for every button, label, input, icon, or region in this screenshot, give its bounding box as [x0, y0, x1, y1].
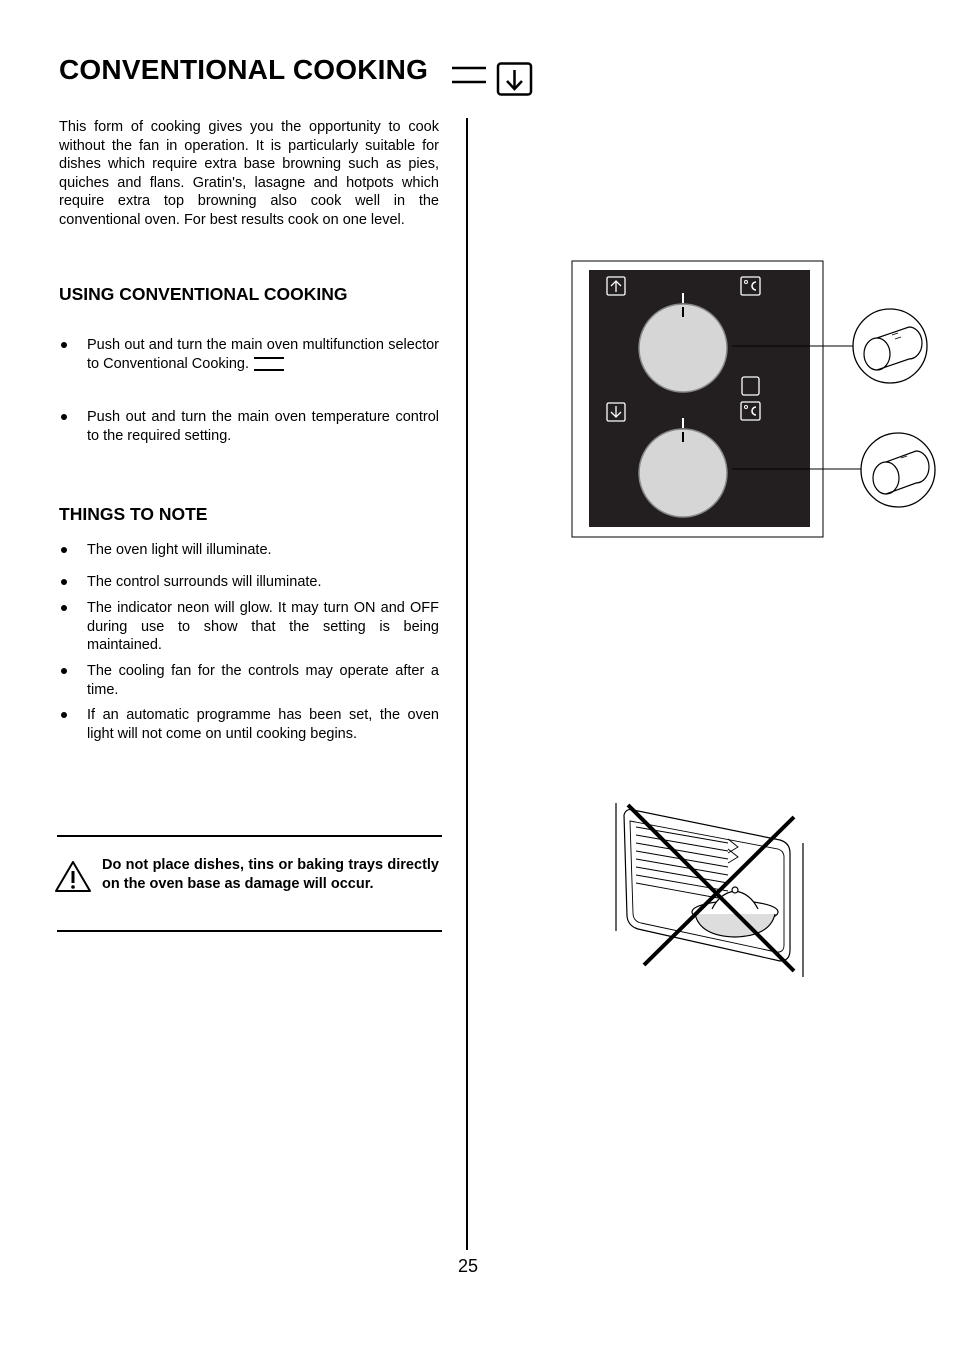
bullet-dot [61, 579, 67, 585]
warning-text: Do not place dishes, tins or baking trays directly on the oven base as damage will occur. [102, 857, 439, 892]
warning-triangle-icon [54, 860, 92, 893]
temperature-knob-detail [861, 433, 935, 507]
page-number: 25 [457, 1256, 479, 1276]
oven-base-illustration [608, 795, 813, 985]
bullet-dot [61, 712, 67, 718]
page-title: CONVENTIONAL COOKING [59, 54, 429, 85]
column-divider [466, 118, 468, 1250]
note-text: The control surrounds will illuminate. [87, 574, 322, 590]
notes-heading: THINGS TO NOTE [59, 504, 208, 524]
step-item [59, 408, 439, 445]
selector-knob-detail [853, 309, 927, 383]
note-item [59, 599, 439, 655]
warning-top-rule [57, 835, 442, 837]
bullet-dot [61, 668, 67, 674]
note-text: If an automatic programme has been set, the oven light will not come on until cooking begins. [87, 707, 439, 742]
note-text: The oven light will illuminate. [87, 542, 272, 558]
cross-out-icon [628, 805, 794, 971]
note-item [59, 706, 439, 743]
using-heading: USING CONVENTIONAL COOKING [59, 284, 348, 304]
conventional-cooking-icon [452, 62, 534, 96]
step-text: Push out and turn the main oven temperature control to the required setting. [87, 409, 439, 444]
note-text: The indicator neon will glow. It may turn ON and OFF during use to show that the setting is being maintained. [87, 600, 439, 653]
control-panel-illustration [565, 255, 945, 545]
intro-paragraph: This form of cooking gives you the opportunity to cook without the fan in operation. It is particularly suitable for dishes which require extra base browning such as pies, quiches and flans. Gratin's, lasagne and hotpots which require extra top browning also cook well in the conventional oven. For best results cook on one level. [59, 119, 439, 228]
conventional-cooking-symbol [253, 356, 285, 372]
note-item [59, 541, 439, 560]
note-text: The cooling fan for the controls may operate after a time. [87, 663, 439, 698]
note-item [59, 662, 439, 699]
bullet-dot [61, 342, 67, 348]
bullet-dot [61, 547, 67, 553]
note-item [59, 573, 439, 592]
step-item [59, 336, 439, 373]
step-text: Push out and turn the main oven multifunction selector to Conventional Cooking. [87, 337, 439, 372]
bullet-dot [61, 605, 67, 611]
bullet-dot [61, 414, 67, 420]
warning-bottom-rule [57, 930, 442, 932]
